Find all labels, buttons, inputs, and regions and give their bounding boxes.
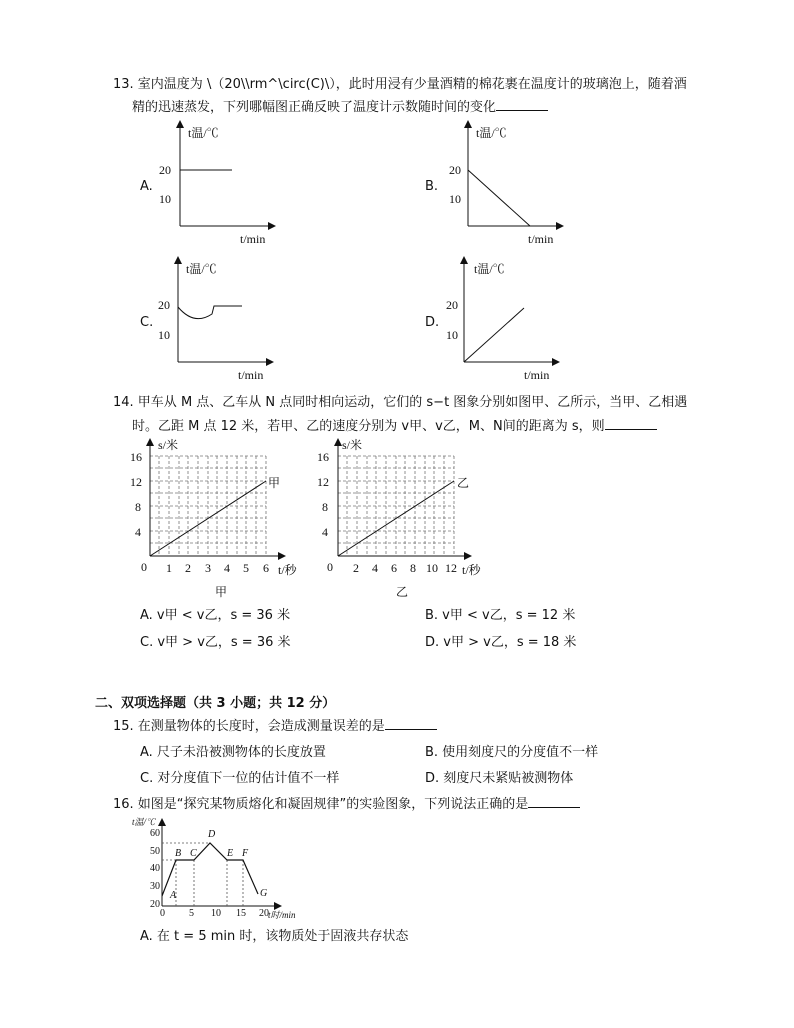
q14-option-a[interactable]: A. v甲 < v乙，s = 36 米 xyxy=(140,608,291,623)
xtick-0: 0 xyxy=(327,560,333,574)
q14-line1: 14. 甲车从 M 点、乙车从 N 点同时相向运动，它们的 s−t 图象分别如图甲、乙所示，当甲、乙相遇 xyxy=(113,395,688,410)
point-a: A xyxy=(170,890,177,901)
ylabel: t温/℃ xyxy=(188,126,219,140)
xlabel: t/min xyxy=(238,368,264,382)
point-f: F xyxy=(242,848,249,859)
xtick-0: 0 xyxy=(141,560,147,574)
xtick-2: 2 xyxy=(185,561,191,575)
ytick-12: 12 xyxy=(317,475,329,489)
ylabel: s/米 xyxy=(342,438,363,452)
ytick-20: 20 xyxy=(150,899,160,910)
tick-10: 10 xyxy=(159,192,171,206)
ytick-50: 50 xyxy=(150,846,160,857)
q15-option-a[interactable]: A. 尺子未沿被测物体的长度放置 xyxy=(140,745,326,760)
xtick-6: 6 xyxy=(263,561,269,575)
xtick-4: 4 xyxy=(372,561,378,575)
xlabel: t/秒 xyxy=(278,563,297,577)
tick-20: 20 xyxy=(159,163,171,177)
xtick-20: 20 xyxy=(259,908,269,919)
xtick-10: 10 xyxy=(426,561,438,575)
xlabel: t/min xyxy=(524,368,550,382)
answer-blank xyxy=(496,98,548,111)
ytick-40: 40 xyxy=(150,863,160,874)
point-c: C xyxy=(190,848,197,859)
q15-option-d[interactable]: D. 刻度尺未紧贴被测物体 xyxy=(425,771,574,786)
xtick-2: 2 xyxy=(353,561,359,575)
answer-blank xyxy=(605,417,657,430)
ytick-30: 30 xyxy=(150,881,160,892)
ytick-8: 8 xyxy=(322,500,328,514)
q13-option-b-label[interactable]: B. xyxy=(425,179,439,194)
point-b: B xyxy=(175,848,182,859)
q15-option-c[interactable]: C. 对分度值下一位的估计值不一样 xyxy=(140,771,340,786)
caption-jia: 甲 xyxy=(215,585,228,599)
tick-20: 20 xyxy=(449,163,461,177)
section-title: 二、双项选择题（共 3 小题；共 12 分） xyxy=(95,696,336,711)
point-g: G xyxy=(260,888,268,899)
q13-option-a-label[interactable]: A. xyxy=(140,179,153,194)
temperature-line xyxy=(468,170,530,226)
q14-option-d[interactable]: D. v甲 > v乙，s = 18 米 xyxy=(425,635,577,650)
point-d: D xyxy=(208,829,216,840)
xtick-4: 4 xyxy=(224,561,230,575)
ytick-16: 16 xyxy=(130,450,142,464)
ylabel: t温/℃ xyxy=(476,126,507,140)
q13-option-d-label[interactable]: D. xyxy=(425,315,440,330)
q13-line1: 13. 室内温度为 \（20\\rm^\circ(C)\），此时用浸有少量酒精的棉花裹在温度计的玻璃泡上，随着酒 xyxy=(113,77,687,92)
ytick-16: 16 xyxy=(317,450,329,464)
ylabel: t温/℃ xyxy=(186,262,217,276)
q16-option-a[interactable]: A. 在 t = 5 min 时，该物质处于固液共存状态 xyxy=(140,929,409,944)
ytick-60: 60 xyxy=(150,828,160,839)
ylabel: t温/℃ xyxy=(474,262,505,276)
temperature-line xyxy=(464,308,524,362)
ylabel: t温/℃ xyxy=(132,817,156,827)
xtick-1: 1 xyxy=(166,561,172,575)
xlabel: t/min xyxy=(240,232,266,246)
answer-blank xyxy=(528,795,580,808)
ytick-4: 4 xyxy=(135,525,141,539)
point-e: E xyxy=(227,848,234,859)
tick-20: 20 xyxy=(158,298,170,312)
xtick-5: 5 xyxy=(243,561,249,575)
caption-yi: 乙 xyxy=(396,585,409,599)
q15-text: 15. 在测量物体的长度时，会造成测量误差的是 xyxy=(113,717,437,736)
ytick-4: 4 xyxy=(322,525,328,539)
xtick-6: 6 xyxy=(391,561,397,575)
ytick-8: 8 xyxy=(135,500,141,514)
ylabel: s/米 xyxy=(158,438,179,452)
answer-blank xyxy=(385,717,437,730)
q15-option-b[interactable]: B. 使用刻度尺的分度值不一样 xyxy=(425,745,599,760)
xtick-8: 8 xyxy=(410,561,416,575)
xtick-3: 3 xyxy=(205,561,211,575)
xlabel: t/min xyxy=(528,232,554,246)
xtick-0: 0 xyxy=(160,908,165,919)
q14-line2: 时。乙距 M 点 12 米，若甲、乙的速度分别为 v甲、v乙，M、N间的距离为 s，则 xyxy=(132,417,657,436)
xtick-12: 12 xyxy=(445,561,457,575)
tick-10: 10 xyxy=(158,328,170,342)
ytick-12: 12 xyxy=(130,475,142,489)
q13-option-c-label[interactable]: C. xyxy=(140,315,154,330)
q14-option-b[interactable]: B. v甲 < v乙，s = 12 米 xyxy=(425,608,576,623)
tick-20: 20 xyxy=(446,298,458,312)
series-label-jia: 甲 xyxy=(268,476,281,490)
q14-option-c[interactable]: C. v甲 > v乙，s = 36 米 xyxy=(140,635,291,650)
tick-10: 10 xyxy=(446,328,458,342)
xtick-5: 5 xyxy=(189,908,194,919)
xlabel: t时/min xyxy=(268,910,296,920)
series-label-yi: 乙 xyxy=(457,476,470,490)
xtick-15: 15 xyxy=(236,908,246,919)
q16-text: 16. 如图是“探究某物质熔化和凝固规律”的实验图象，下列说法正确的是 xyxy=(113,795,580,814)
xtick-10: 10 xyxy=(211,908,221,919)
tick-10: 10 xyxy=(449,192,461,206)
q13-line2: 精的迅速蒸发，下列哪幅图正确反映了温度计示数随时间的变化 xyxy=(132,98,548,117)
xlabel: t/秒 xyxy=(462,563,481,577)
temperature-curve xyxy=(178,306,242,319)
